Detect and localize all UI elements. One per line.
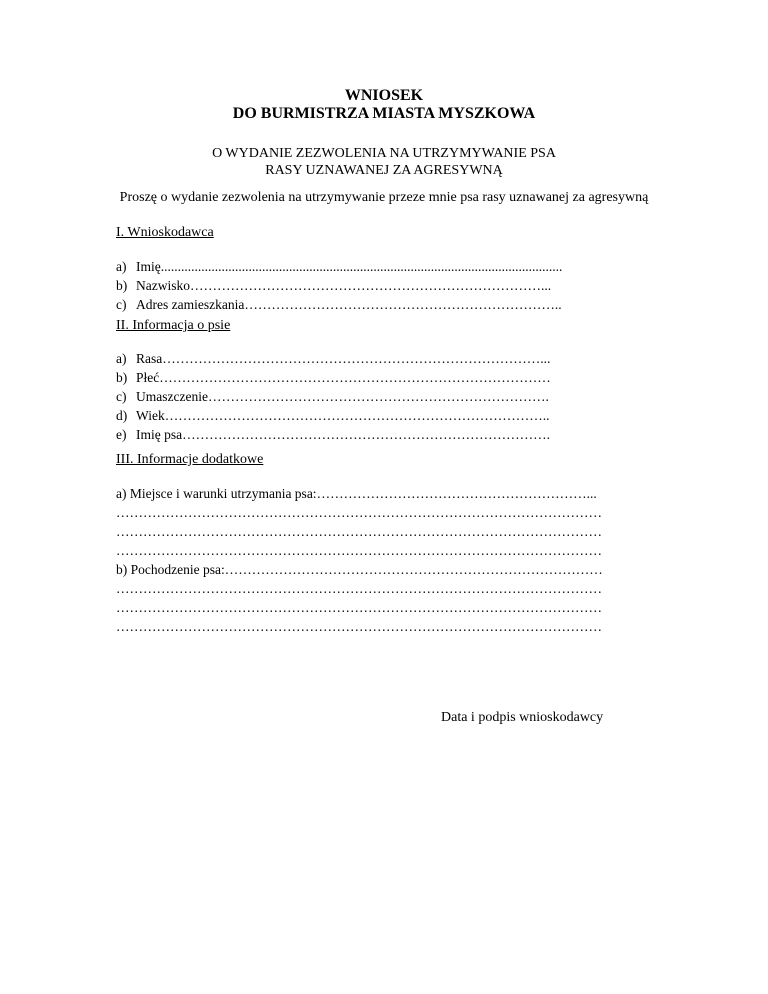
field-label: b) Pochodzenie psa:: [116, 562, 225, 577]
title-line-1: WNIOSEK: [344, 87, 424, 104]
field-origin[interactable]: [116, 560, 672, 579]
section-2-heading: II. Informacja o psie: [116, 318, 231, 333]
list-marker: c): [116, 389, 127, 404]
fill-line: .......................................................................................................................: [160, 259, 563, 274]
intro-text: Proszę o wydanie zezwolenia na utrzymywanie przeze mnie psa rasy uznawanej za agresywną: [119, 190, 649, 205]
field-last-name[interactable]: [116, 276, 562, 295]
fill-line: ………………………………………………………………….: [207, 389, 549, 404]
document-subtitle: [0, 145, 768, 179]
field-coat-color[interactable]: [116, 387, 551, 406]
fill-line: ………………………………………………………………………………………………: [116, 619, 602, 634]
section-3-heading: III. Informacje dodatkowe: [116, 452, 264, 467]
field-label: Nazwisko: [136, 278, 190, 293]
field-first-name[interactable]: [116, 257, 562, 276]
fill-line: ……………………………………………………………………….: [182, 427, 550, 442]
document-title: [0, 87, 768, 123]
field-dog-name[interactable]: [116, 425, 551, 444]
list-marker: a): [116, 351, 127, 366]
list-marker: a): [116, 259, 127, 274]
field-age[interactable]: [116, 406, 551, 425]
field-label: Imię psa: [136, 427, 183, 442]
list-marker: c): [116, 297, 127, 312]
field-label: Płeć: [136, 370, 160, 385]
fill-line: ………………………………………………………………………………………………: [116, 581, 602, 596]
list-marker: b): [116, 278, 128, 293]
field-label: Umaszczenie: [136, 389, 208, 404]
field-sex[interactable]: [116, 368, 551, 387]
field-breed[interactable]: [116, 349, 551, 368]
fill-line: ……………………………………………………………………...: [190, 278, 552, 293]
fill-line: ……………………………………………………...: [316, 486, 597, 501]
fill-line: ……………………………………………………………..: [244, 297, 562, 312]
field-keeping-conditions[interactable]: [116, 484, 672, 503]
field-label: Wiek: [136, 408, 165, 423]
field-label: Adres zamieszkania: [136, 297, 245, 312]
fill-line: …………………………………………………………………………...: [162, 351, 551, 366]
signature-label: Data i podpis wnioskodawcy: [441, 710, 604, 725]
fill-line: ………………………………………………………………………………………………: [116, 524, 602, 539]
list-marker: d): [116, 408, 128, 423]
fill-line: ………………………………………………………………………………………………: [116, 505, 602, 520]
fill-line: ………………………………………………………………………………………………: [116, 600, 602, 615]
fill-line: ………………………………………………………………………………………………: [116, 543, 602, 558]
fill-line: ……………………………………………………………………………: [159, 370, 551, 385]
fill-line: …………………………………………………………………………..: [164, 408, 550, 423]
fill-line: …………………………………………………………………………: [224, 562, 603, 577]
field-label: a) Miejsce i warunki utrzymania psa:: [116, 486, 317, 501]
field-label: Rasa: [136, 351, 163, 366]
section-1-heading: I. Wnioskodawca: [116, 225, 214, 240]
subtitle-line-2: RASY UZNAWANEJ ZA AGRESYWNĄ: [265, 163, 503, 178]
subtitle-line-1: O WYDANIE ZEZWOLENIA NA UTRZYMYWANIE PSA: [212, 146, 556, 161]
field-label: Imię: [136, 259, 161, 274]
title-line-2: DO BURMISTRZA MIASTA MYSZKOWA: [232, 105, 536, 122]
section-1-list: [116, 257, 562, 314]
list-marker: e): [116, 427, 127, 442]
list-marker: b): [116, 370, 128, 385]
section-2-list: [116, 349, 551, 444]
field-address[interactable]: [116, 295, 562, 314]
